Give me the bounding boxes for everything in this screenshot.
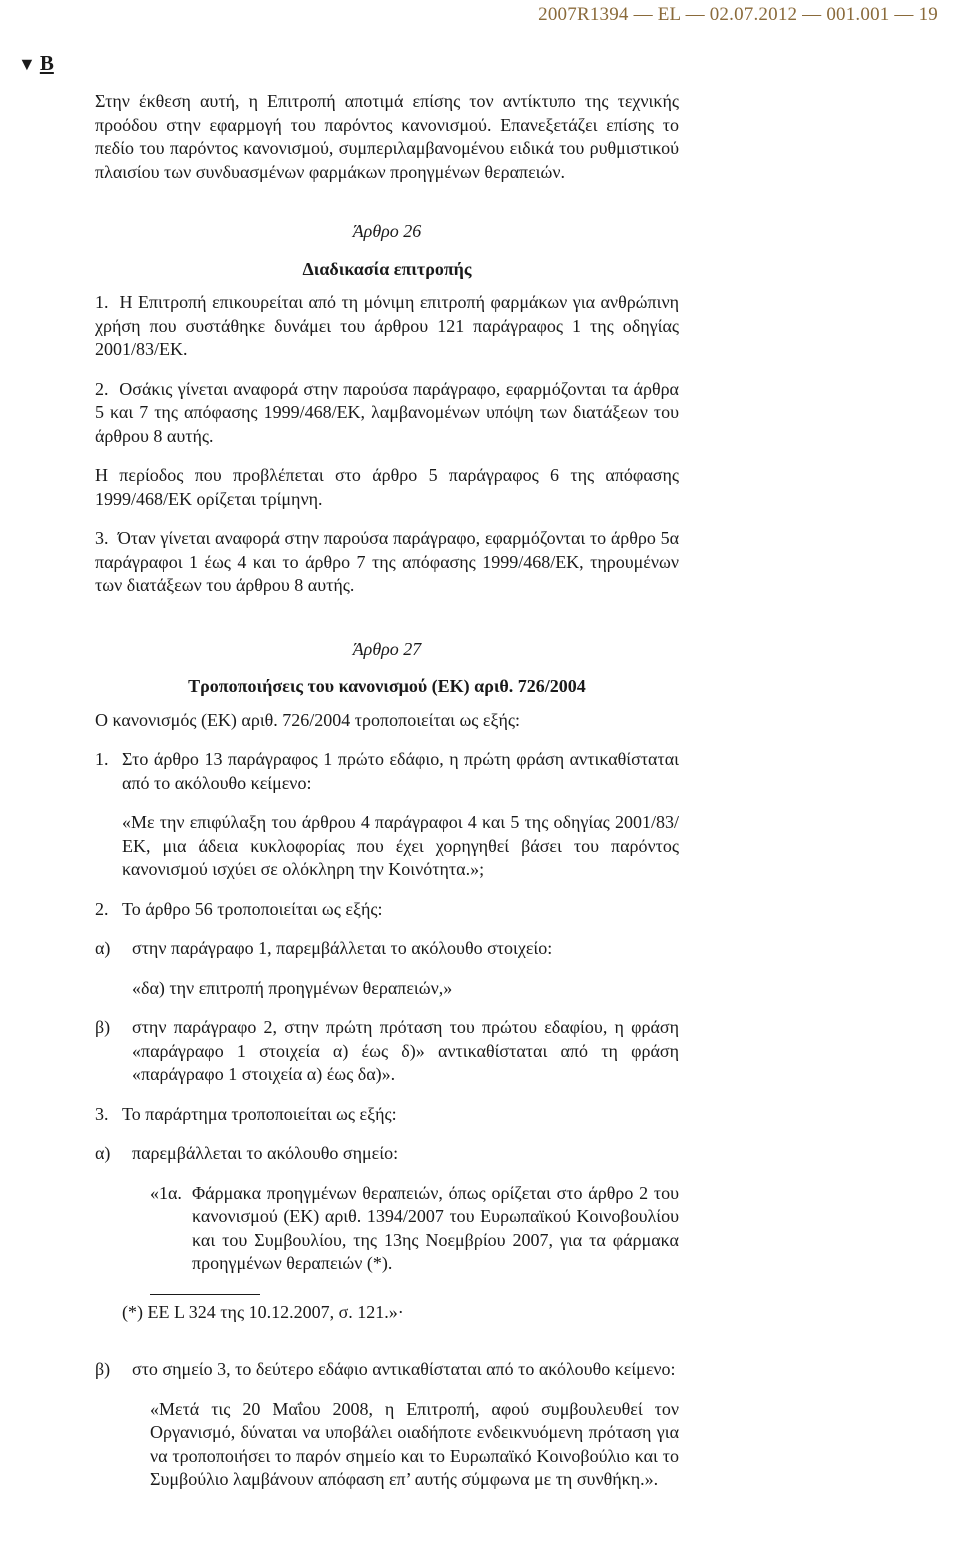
sub-item-letter: α) bbox=[95, 938, 111, 958]
paragraph-text: Η Επιτροπή επικουρείται από τη μόνιμη επιτροπή φαρμάκων για ανθρώπινη χρήση που συστάθηκε δυνάμει του άρθρου 121 παράγραφος 1 της οδηγίας 2001/83/ΕΚ. bbox=[95, 292, 680, 359]
sub-item-text: παρεμβάλλεται το ακόλουθο σημείο: bbox=[132, 1143, 399, 1163]
sub-item-text: στο σημείο 3, το δεύτερο εδάφιο αντικαθίσταται από το ακόλουθο κείμενο: bbox=[132, 1359, 676, 1379]
marker-label: B bbox=[39, 51, 54, 75]
item-2 bbox=[95, 898, 679, 922]
footnote-divider bbox=[150, 1294, 260, 1295]
item-3b bbox=[95, 1358, 679, 1382]
sub-item-letter: α) bbox=[95, 1143, 111, 1163]
item-text: Το άρθρο 56 τροποποιείται ως εξής: bbox=[122, 898, 383, 919]
sub-item-letter: β) bbox=[95, 1017, 111, 1037]
sub-item-text: στην παράγραφο 2, στην πρώτη πρόταση του πρώτου εδαφίου, η φράση «παράγραφο 1 στοιχεία α) έως δ)» αντικαθίσταται από τη φράση «παράγραφο 1 στοιχεία α) έως δα)». bbox=[132, 1017, 679, 1084]
intro-paragraph: Στην έκθεση αυτή, η Επιτροπή αποτιμά επίσης τον αντίκτυπο της τεχνικής προόδου στην εφαρμογή του παρόντος κανονισμού. Επανεξετάζει επίσης το πεδίο του παρόντος κανονισμού, συμπεριλαμβανομένου ειδικά του ρυθμιστικού πλαισίου των συνδυασμένων φαρμάκων προηγμένων θεραπειών. bbox=[95, 91, 679, 182]
article-26-number: Άρθρο 26 bbox=[352, 221, 422, 241]
paragraph-number: 2. bbox=[95, 378, 109, 399]
paragraph-text: Οσάκις γίνεται αναφορά στην παρούσα παράγραφο, εφαρμόζονται τα άρθρα 5 και 7 της απόφασης 1999/468/ΕΚ, λαμβανομένων υπόψη των διατάξεων του άρθρου 8 αυτής. bbox=[95, 378, 679, 446]
item-text: Στο άρθρο 13 παράγραφος 1 πρώτο εδάφιο, η πρώτη φράση αντικαθίσταται από το ακόλουθο κείμενο: bbox=[122, 749, 679, 793]
article-26-paragraph-2 bbox=[95, 378, 679, 449]
item-3a-quote bbox=[150, 1182, 679, 1276]
sub-item-text: στην παράγραφο 1, παρεμβάλλεται το ακόλουθο στοιχείο: bbox=[132, 938, 553, 958]
article-27-number: Άρθρο 27 bbox=[352, 638, 422, 659]
article-27-lead: Ο κανονισμός (ΕΚ) αριθ. 726/2004 τροποποιείται ως εξής: bbox=[95, 709, 521, 730]
document-body bbox=[95, 90, 679, 1492]
item-number: 3. bbox=[95, 1103, 109, 1124]
paragraph-text: Όταν γίνεται αναφορά στην παρούσα παράγραφο, εφαρμόζονται το άρθρο 5α παράγραφοι 1 έως 4 και το άρθρο 7 της απόφασης 1999/468/ΕΚ, τηρουμένων των διατάξεων του άρθρου 8 αυτής. bbox=[95, 528, 679, 595]
quote-number: «1α. bbox=[150, 1182, 182, 1203]
item-1-quote: «Με την επιφύλαξη του άρθρου 4 παράγραφοι 4 και 5 της οδηγίας 2001/83/ΕΚ, μια άδεια κυκλοφορίας που έχει χορηγηθεί βάσει του παρόντος κανονισμού ισχύει σε ολόκληρη την Κοινότητα.»; bbox=[122, 812, 679, 879]
quote-text: Φάρμακα προηγμένων θεραπειών, όπως ορίζεται στο άρθρο 2 του κανονισμού (ΕΚ) αριθ. 1394/2007 του Ευρωπαϊκού Κοινοβουλίου και του Συμβουλίου, της 13ης Νοεμβρίου 2007, για τα φάρμακα προηγμένων θεραπειών (*). bbox=[192, 1182, 679, 1273]
paragraph-number: 1. bbox=[95, 292, 109, 312]
paragraph-number: 3. bbox=[95, 528, 109, 548]
page-header: 2007R1394 — EL — 02.07.2012 — 001.001 — 19 bbox=[538, 4, 938, 25]
article-26-paragraph-3 bbox=[95, 527, 679, 598]
item-3 bbox=[95, 1103, 679, 1127]
item-number: 1. bbox=[95, 749, 109, 769]
item-3a bbox=[95, 1142, 679, 1166]
amendment-marker bbox=[18, 51, 54, 76]
item-number: 2. bbox=[95, 898, 109, 919]
item-2a bbox=[95, 937, 679, 961]
sub-item-letter: β) bbox=[95, 1359, 111, 1379]
article-26-paragraph-1 bbox=[95, 291, 679, 362]
article-27-title: Τροποποιήσεις του κανονισμού (ΕΚ) αριθ. 726/2004 bbox=[188, 676, 586, 696]
item-1 bbox=[95, 748, 679, 795]
item-text: Το παράρτημα τροποποιείται ως εξής: bbox=[122, 1103, 397, 1124]
article-26-title: Διαδικασία επιτροπής bbox=[302, 258, 472, 279]
item-2b bbox=[95, 1016, 679, 1087]
article-26-paragraph-2b: Η περίοδος που προβλέπεται στο άρθρο 5 παράγραφος 6 της απόφασης 1999/468/ΕΚ ορίζεται τρίμηνη. bbox=[95, 465, 679, 509]
triangle-down-icon: ▼ bbox=[18, 54, 36, 74]
item-3b-quote: «Μετά τις 20 Μαΐου 2008, η Επιτροπή, αφού συμβουλευθεί τον Οργανισμό, δύναται να υποβάλει οιαδήποτε ενδεικνυόμενη πρόταση για να τροποποιήσει το παρόν σημείο και το Ευρωπαϊκό Κοινοβούλιο και το Συμβούλιο λαμβάνουν απόφαση επ’ αυτής σύμφωνα με τη συνθήκη.». bbox=[150, 1398, 679, 1489]
item-2a-quote: «δα) την επιτροπή προηγμένων θεραπειών,» bbox=[132, 977, 453, 998]
footnote: (*) ΕΕ L 324 της 10.12.2007, σ. 121.»· bbox=[122, 1301, 404, 1322]
